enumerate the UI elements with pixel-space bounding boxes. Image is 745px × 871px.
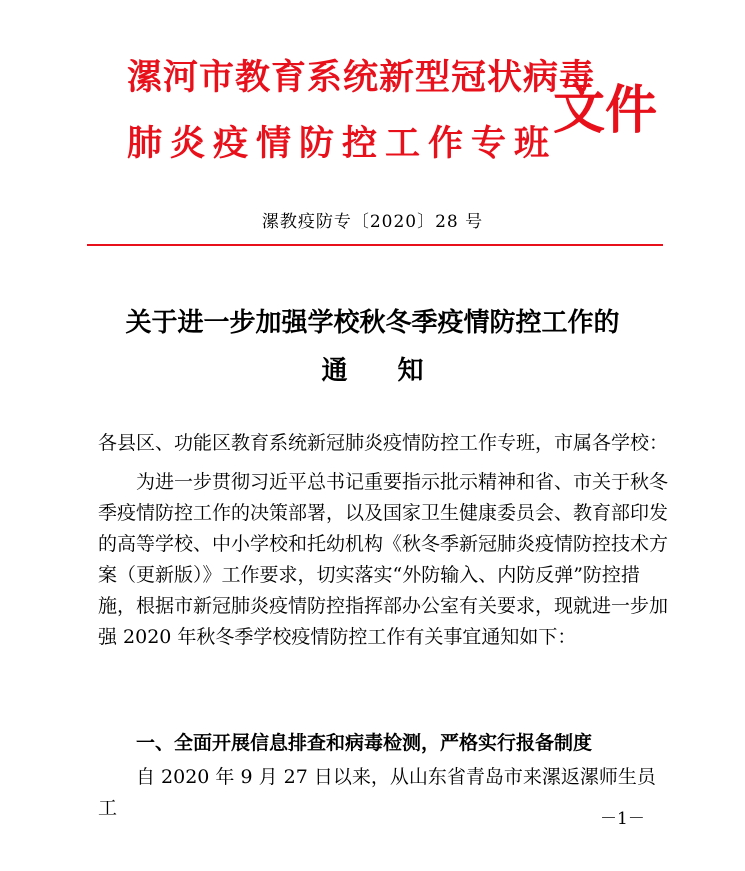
document-title-line1: 关于进一步加强学校秋冬季疫情防控工作的 xyxy=(125,308,620,338)
issuing-org-line1: 漯河市教育系统新型冠状病毒 xyxy=(127,57,596,98)
body-paragraph-2 xyxy=(98,762,668,824)
red-separator-line xyxy=(87,244,663,246)
salutation: 各县区、功能区教育系统新冠肺炎疫情防控工作专班，市属各学校： xyxy=(98,432,669,454)
body-paragraph-2-text: 自 2020 年 9 月 27 日以来，从山东省青岛市来漯返漯师生员工 xyxy=(98,766,656,819)
document-type-label: 文件 xyxy=(553,80,658,141)
page-number: －1－ xyxy=(600,809,645,829)
issuing-org-line2: 肺炎疫情防控工作专班 xyxy=(127,123,558,164)
section-1-heading: 一、全面开展信息排查和病毒检测，严格实行报备制度 xyxy=(136,732,593,754)
body-paragraph-1-text: 为进一步贯彻习近平总书记重要指示批示精神和省、市关于秋冬季疫情防控工作的决策部署，以及国家卫生健康委员会、教育部印发的高等学校、中小学校和托幼机构《秋冬季新冠肺炎疫情防控技术方案（更新版）》工作要求，切实落实“外防输入、内防反弹”防控措施，根据市新冠肺炎疫情防控指挥部办公室有关要求，现就进一步加强 2020 年秋冬季学校疫情防控工作有关事宜通知如下： xyxy=(98,471,669,648)
body-paragraph-1 xyxy=(98,467,668,653)
document-number: 漯教疫防专〔2020〕28 号 xyxy=(261,212,484,232)
document-title-line2: 通知 xyxy=(321,356,474,386)
